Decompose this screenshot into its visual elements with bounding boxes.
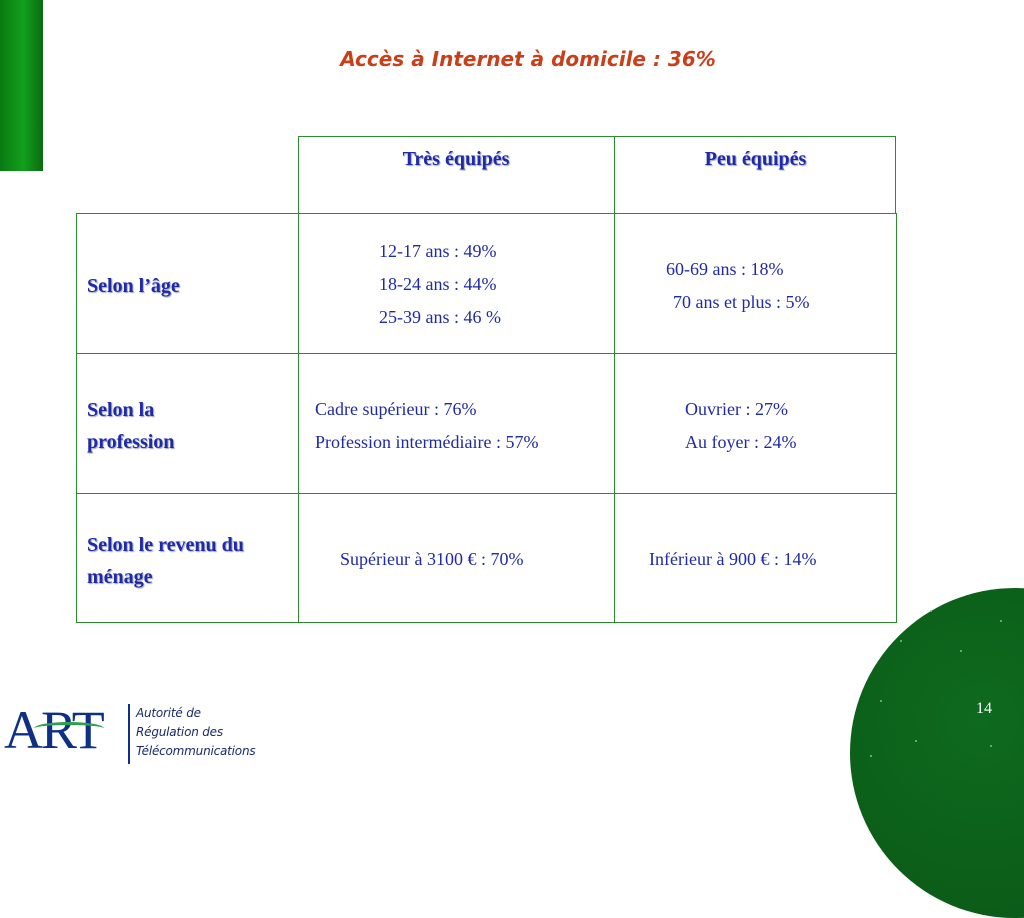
row-header-line: Selon le revenu du <box>87 534 244 556</box>
table-divider <box>298 213 299 623</box>
table-divider <box>614 136 615 623</box>
list-item: Au foyer : 24% <box>685 432 797 452</box>
cell-age-tres-equipes <box>379 235 501 334</box>
list-item: Supérieur à 3100 € : 70% <box>340 549 524 569</box>
cell-profession-peu-equipes <box>685 393 796 459</box>
logo-text-line: Télécommunications <box>136 744 256 758</box>
row-header-line: profession <box>87 431 175 453</box>
decorative-speck <box>990 745 992 747</box>
decorative-speck <box>930 610 932 612</box>
cell-revenu-tres-equipes <box>340 543 523 576</box>
list-item: 12-17 ans : 49% <box>379 241 497 261</box>
list-item: 70 ans et plus : 5% <box>673 292 810 312</box>
cell-profession-tres-equipes <box>315 393 538 459</box>
list-item: 18-24 ans : 44% <box>379 274 497 294</box>
art-logo-mark: ART <box>4 700 103 760</box>
list-item: Profession intermédiaire : 57% <box>315 432 539 452</box>
row-header-age: Selon l’âge <box>87 275 180 297</box>
decorative-speck <box>1000 620 1002 622</box>
cell-age-peu-equipes <box>666 253 810 319</box>
column-header-peu-equipes: Peu équipés <box>704 148 807 170</box>
list-item: 25-39 ans : 46 % <box>379 307 501 327</box>
logo-text <box>128 704 255 764</box>
decorative-speck <box>900 640 902 642</box>
table-divider <box>76 353 897 354</box>
page-number: 14 <box>976 700 992 717</box>
decorative-speck <box>960 650 962 652</box>
decorative-green-blob <box>850 588 1024 918</box>
table-divider <box>76 493 897 494</box>
logo-swoosh-icon <box>34 722 104 735</box>
row-header-line: Selon la <box>87 399 155 421</box>
column-header-tres-equipes: Très équipés <box>402 148 510 170</box>
list-item: Inférieur à 900 € : 14% <box>649 549 817 569</box>
list-item: 60-69 ans : 18% <box>666 259 784 279</box>
row-header-revenu <box>87 529 244 593</box>
cell-revenu-peu-equipes <box>649 543 816 576</box>
decorative-speck <box>915 740 917 742</box>
list-item: Ouvrier : 27% <box>685 399 788 419</box>
logo-text-line: Autorité de <box>136 706 201 720</box>
row-header-profession <box>87 394 174 458</box>
row-header-line: ménage <box>87 566 153 588</box>
art-logo <box>4 700 256 766</box>
decorative-speck <box>880 700 882 702</box>
logo-text-line: Régulation des <box>136 725 223 739</box>
decorative-speck <box>870 755 872 757</box>
left-accent-bar <box>0 0 43 171</box>
list-item: Cadre supérieur : 76% <box>315 399 477 419</box>
slide-title: Accès à Internet à domicile : 36% <box>340 47 716 71</box>
